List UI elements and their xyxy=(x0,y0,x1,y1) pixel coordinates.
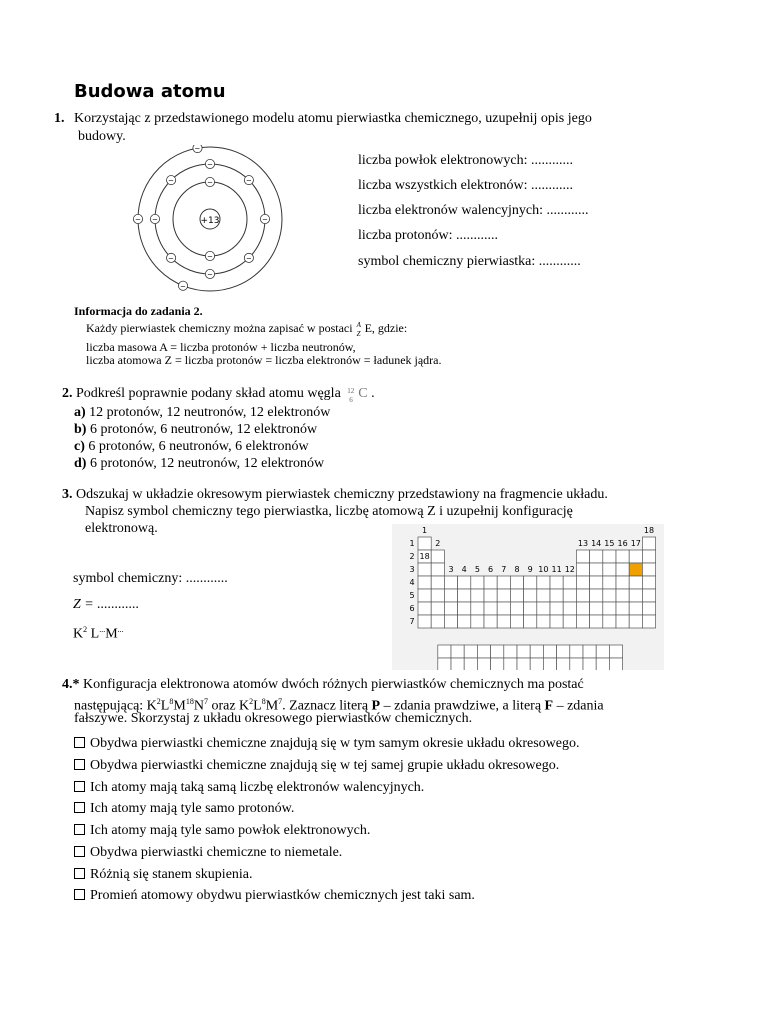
electron-sign: − xyxy=(207,252,213,261)
element-cell xyxy=(497,602,510,615)
q4-statement-8[interactable]: Promień atomowy obydwu pierwiastków chemicznych jest taki sam. xyxy=(74,887,475,904)
element-cell xyxy=(458,602,471,615)
element-cell xyxy=(629,589,642,602)
element-cell xyxy=(563,576,576,589)
element-cell xyxy=(524,589,537,602)
highlighted-element-cell xyxy=(629,563,642,576)
element-cell xyxy=(431,576,444,589)
group-label: 15 xyxy=(604,539,615,548)
period-label: 3 xyxy=(409,565,415,574)
element-cell xyxy=(537,602,550,615)
group-label: 17 xyxy=(630,539,641,548)
element-cell xyxy=(431,615,444,628)
element-cell xyxy=(616,576,629,589)
f-block-cell xyxy=(451,658,464,670)
element-cell xyxy=(642,576,655,589)
f-block-cell xyxy=(570,658,583,670)
element-cell xyxy=(444,615,457,628)
element-cell xyxy=(444,589,457,602)
f-block-cell xyxy=(583,645,596,658)
q1-text-line2: budowy. xyxy=(78,129,126,144)
element-cell xyxy=(603,576,616,589)
f-block-cell xyxy=(491,645,504,658)
group-label: 9 xyxy=(527,565,533,574)
element-cell xyxy=(497,615,510,628)
element-cell xyxy=(603,563,616,576)
element-cell xyxy=(590,576,603,589)
carbon-notation: 12 6 xyxy=(347,387,355,404)
group-label: 7 xyxy=(501,565,507,574)
element-cell xyxy=(616,589,629,602)
f-block-cell xyxy=(609,658,622,670)
group-label: 11 xyxy=(551,565,562,574)
element-cell xyxy=(642,537,655,550)
electron-sign: − xyxy=(152,215,158,224)
element-cell xyxy=(629,602,642,615)
f-block-cell xyxy=(596,658,609,670)
element-cell xyxy=(590,550,603,563)
electron-sign: − xyxy=(194,145,201,153)
electron-sign: − xyxy=(245,254,252,263)
atom-model-diagram xyxy=(130,145,290,295)
group-label: 12 xyxy=(564,565,575,574)
element-cell xyxy=(576,602,589,615)
element-cell xyxy=(603,589,616,602)
f-block-cell xyxy=(609,645,622,658)
element-cell xyxy=(550,589,563,602)
period-label: 1 xyxy=(409,539,415,548)
group-label: 4 xyxy=(461,565,467,574)
electron-sign: − xyxy=(262,215,268,224)
q4-statement-5[interactable]: Ich atomy mają tyle samo powłok elektronowych. xyxy=(74,822,370,839)
q3-line3: elektronową. xyxy=(85,521,158,536)
element-cell xyxy=(524,576,537,589)
element-cell xyxy=(576,576,589,589)
element-cell xyxy=(458,615,471,628)
q4-statement-3[interactable]: Ich atomy mają taką samą liczbę elektronów walencyjnych. xyxy=(74,779,424,796)
f-block-cell xyxy=(491,658,504,670)
element-cell xyxy=(603,615,616,628)
q1-number: 1. xyxy=(54,111,65,126)
checkbox[interactable] xyxy=(74,781,85,792)
f-block-cell xyxy=(543,658,556,670)
element-cell xyxy=(576,589,589,602)
group-label: 3 xyxy=(448,565,454,574)
f-block-cell xyxy=(477,658,490,670)
q3-z-field: Z = ............ xyxy=(73,597,140,612)
f-block-cell xyxy=(504,658,517,670)
q4-statement-6[interactable]: Obydwa pierwiastki chemiczne to niemetale. xyxy=(74,844,342,861)
element-cell xyxy=(484,602,497,615)
atom-model xyxy=(133,145,282,291)
f-block-cell xyxy=(596,645,609,658)
q3-line1: 3. Odszukaj w układzie okresowym pierwiastek chemiczny przedstawiony na fragmencie układu. xyxy=(62,487,608,502)
element-cell xyxy=(431,550,444,563)
f-block-cell xyxy=(530,645,543,658)
q4-line1: 4.* Konfiguracja elektronowa atomów dwóch różnych pierwiastków chemicznych ma postać xyxy=(62,677,584,692)
f-block-cell xyxy=(517,645,530,658)
f-block-cell xyxy=(583,658,596,670)
element-cell xyxy=(537,589,550,602)
element-cell xyxy=(550,602,563,615)
group-label: 18 xyxy=(643,526,655,535)
f-block-cell xyxy=(504,645,517,658)
element-cell xyxy=(576,550,589,563)
periodic-table-grid xyxy=(392,524,664,670)
q1-field-shells: liczba powłok elektronowych: ............ xyxy=(358,153,574,168)
element-cell xyxy=(484,589,497,602)
element-cell xyxy=(616,550,629,563)
element-cell xyxy=(431,563,444,576)
info-line1: Każdy pierwiastek chemiczny można zapisać w postaci A Z E, gdzie: xyxy=(86,321,408,338)
group-label: 18 xyxy=(419,552,430,561)
info-heading: Informacja do zadania 2. xyxy=(74,304,203,318)
checkbox[interactable] xyxy=(74,846,85,857)
electron-sign: − xyxy=(207,160,213,169)
element-cell xyxy=(510,589,523,602)
q1-field-symbol: symbol chemiczny pierwiastka: ............ xyxy=(358,254,581,269)
q1-field-valence: liczba elektronów walencyjnych: ............ xyxy=(358,203,589,218)
element-cell xyxy=(444,576,457,589)
q4-statement-4[interactable]: Ich atomy mają tyle samo protonów. xyxy=(74,800,294,817)
element-cell xyxy=(590,563,603,576)
element-cell xyxy=(550,576,563,589)
element-cell xyxy=(563,615,576,628)
period-label: 6 xyxy=(409,604,415,613)
f-block-cell xyxy=(438,658,451,670)
f-block-cell xyxy=(570,645,583,658)
q2-option-a[interactable]: a) 12 protonów, 12 neutronów, 12 elektronów xyxy=(74,405,331,420)
q4-line2: następującą: $K^2L^8M^{18}N^7$ oraz $K^2L^8M^7$. Zaznacz literą P – zdania prawdziwe, a literą F – zdania xyxy=(74,697,604,714)
group-label: 10 xyxy=(538,565,549,574)
q4-statement-1[interactable]: Obydwa pierwiastki chemiczne znajdują się w tym samym okresie układu okresowego. xyxy=(74,735,579,752)
q2-option-c[interactable]: c) 6 protonów, 6 neutronów, 6 elektronów xyxy=(74,439,309,454)
electron-sign: − xyxy=(180,282,186,291)
element-cell xyxy=(471,602,484,615)
element-cell xyxy=(524,615,537,628)
element-cell xyxy=(537,615,550,628)
group-label: 16 xyxy=(617,539,628,548)
q4-line3: fałszywe. Skorzystaj z układu okresowego pierwiastków chemicznych. xyxy=(74,711,473,726)
element-cell xyxy=(497,576,510,589)
element-cell xyxy=(418,563,431,576)
q2-option-d[interactable]: d) 6 protonów, 12 neutronów, 12 elektronów xyxy=(74,456,325,471)
electron-sign: − xyxy=(135,215,141,224)
f-block-cell xyxy=(477,645,490,658)
element-cell xyxy=(642,615,655,628)
q1-field-electrons: liczba wszystkich elektronów: ............ xyxy=(358,178,574,193)
element-cell xyxy=(590,589,603,602)
f-block-cell xyxy=(464,658,477,670)
group-label: 13 xyxy=(577,539,589,548)
group-label: 14 xyxy=(591,539,602,548)
q2-question: 2. Podkreśl poprawnie podany skład atomu węgla 12 6 C . xyxy=(62,386,375,404)
f-block-cell xyxy=(464,645,477,658)
element-cell xyxy=(563,602,576,615)
element-cell xyxy=(444,602,457,615)
f-block-cell xyxy=(451,645,464,658)
nucleus-charge-label: +13 xyxy=(200,216,220,226)
element-cell xyxy=(616,602,629,615)
electron-sign: − xyxy=(245,176,252,185)
element-cell xyxy=(629,576,642,589)
info-line2: liczba masowa A = liczba protonów + liczba neutronów, xyxy=(86,340,356,354)
element-cell xyxy=(418,615,431,628)
element-cell xyxy=(431,589,444,602)
element-cell xyxy=(616,615,629,628)
element-cell xyxy=(642,563,655,576)
electron-sign: − xyxy=(207,270,213,279)
f-block-cell xyxy=(557,658,570,670)
q3-config: $K^2$ L...M... xyxy=(73,625,124,642)
group-label: 6 xyxy=(488,565,494,574)
checkbox[interactable] xyxy=(74,868,85,879)
checkbox[interactable] xyxy=(74,824,85,835)
element-cell xyxy=(603,550,616,563)
element-cell xyxy=(458,589,471,602)
f-block-cell xyxy=(438,645,451,658)
checkbox[interactable] xyxy=(74,759,85,770)
electron-sign: − xyxy=(168,254,175,263)
q4-statement-2[interactable]: Obydwa pierwiastki chemiczne znajdują się w tej samej grupie układu okresowego. xyxy=(74,757,559,774)
element-cell xyxy=(576,563,589,576)
period-label: 2 xyxy=(409,552,415,561)
periodic-table-fragment xyxy=(392,524,664,670)
q3-line2: Napisz symbol chemiczny tego pierwiastka, liczbę atomową Z i uzupełnij konfigurację xyxy=(85,504,573,519)
element-cell xyxy=(642,589,655,602)
element-cell xyxy=(471,615,484,628)
element-cell xyxy=(418,576,431,589)
element-cell xyxy=(550,615,563,628)
element-cell xyxy=(510,602,523,615)
element-cell xyxy=(510,576,523,589)
q4-statement-7[interactable]: Różnią się stanem skupienia. xyxy=(74,866,253,883)
info-line3: liczba atomowa Z = liczba protonów = liczba elektronów = ładunek jądra. xyxy=(86,353,442,367)
f-block-cell xyxy=(543,645,556,658)
element-cell xyxy=(590,602,603,615)
group-label: 5 xyxy=(474,565,480,574)
group-label: 2 xyxy=(435,539,441,548)
notation-az: A Z xyxy=(356,321,361,338)
element-cell xyxy=(418,602,431,615)
element-cell xyxy=(471,589,484,602)
element-cell xyxy=(576,615,589,628)
element-cell xyxy=(458,576,471,589)
element-cell xyxy=(510,615,523,628)
element-cell xyxy=(431,602,444,615)
element-cell xyxy=(471,576,484,589)
checkbox[interactable] xyxy=(74,889,85,900)
element-cell xyxy=(484,615,497,628)
group-label: 8 xyxy=(514,565,520,574)
element-cell xyxy=(616,563,629,576)
checkbox[interactable] xyxy=(74,737,85,748)
element-cell xyxy=(418,589,431,602)
period-label: 5 xyxy=(409,591,415,600)
checkbox[interactable] xyxy=(74,802,85,813)
page-title: Budowa atomu xyxy=(74,81,226,102)
element-cell xyxy=(590,615,603,628)
period-label: 4 xyxy=(409,578,415,587)
f-block-cell xyxy=(557,645,570,658)
electron-sign: − xyxy=(207,178,213,187)
element-cell xyxy=(629,550,642,563)
q1-text-line1: Korzystając z przedstawionego modelu atomu pierwiastka chemicznego, uzupełnij opis jego xyxy=(74,111,592,126)
element-cell xyxy=(497,589,510,602)
element-cell xyxy=(524,602,537,615)
group-label: 1 xyxy=(422,526,428,535)
element-cell xyxy=(563,589,576,602)
element-cell xyxy=(484,576,497,589)
q1-field-protons: liczba protonów: ............ xyxy=(358,228,498,243)
element-cell xyxy=(642,602,655,615)
element-cell xyxy=(629,615,642,628)
f-block-cell xyxy=(517,658,530,670)
q2-option-b[interactable]: b) 6 protonów, 6 neutronów, 12 elektronów xyxy=(74,422,318,437)
q3-symbol-field: symbol chemiczny: ............ xyxy=(73,571,228,586)
element-cell xyxy=(642,550,655,563)
electron-sign: − xyxy=(168,176,175,185)
element-cell xyxy=(603,602,616,615)
f-block-cell xyxy=(530,658,543,670)
period-label: 7 xyxy=(409,617,415,626)
element-cell xyxy=(537,576,550,589)
element-cell xyxy=(418,537,431,550)
